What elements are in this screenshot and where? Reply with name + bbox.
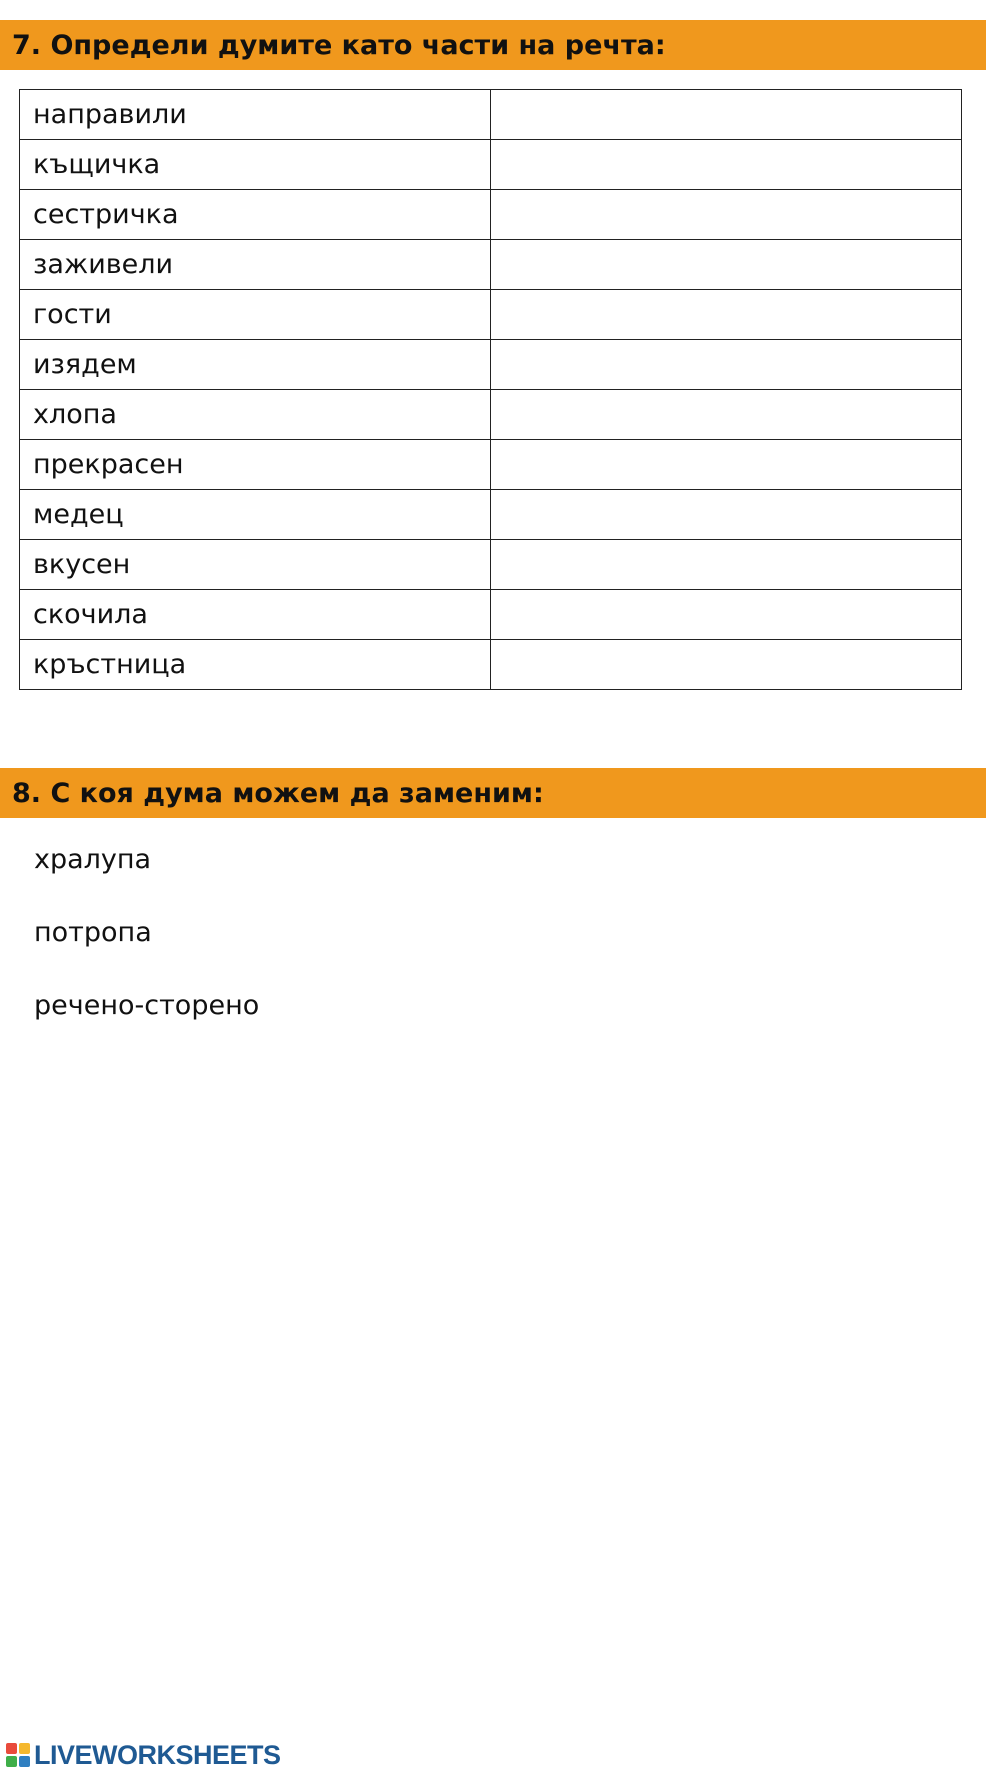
section-7-title <box>0 20 986 70</box>
word-cell: медец <box>20 490 491 540</box>
table-row <box>20 290 962 340</box>
answer-input[interactable] <box>504 239 965 290</box>
table-row <box>20 90 962 140</box>
table-row <box>20 390 962 440</box>
word-cell: къщичка <box>20 140 491 190</box>
word-cell: сестричка <box>20 190 491 240</box>
answer-cell[interactable] <box>491 190 962 240</box>
answer-input[interactable] <box>504 89 965 140</box>
logo-square-icon <box>19 1743 30 1754</box>
table-row <box>20 440 962 490</box>
section-7-title-text: 7. Определи думите като части на речта: <box>12 29 666 61</box>
word-cell: изядем <box>20 340 491 390</box>
list-item: хралупа <box>34 844 152 875</box>
liveworksheets-logo[interactable] <box>6 1740 281 1770</box>
section-8-title <box>0 768 986 818</box>
answer-cell[interactable] <box>491 640 962 690</box>
answer-input[interactable] <box>504 189 965 240</box>
answer-cell[interactable] <box>491 390 962 440</box>
answer-input[interactable] <box>504 539 965 590</box>
answer-cell[interactable] <box>491 90 962 140</box>
table-row <box>20 490 962 540</box>
logo-square-icon <box>6 1756 17 1767</box>
answer-input[interactable] <box>504 339 965 390</box>
word-cell: кръстница <box>20 640 491 690</box>
answer-input[interactable] <box>504 289 965 340</box>
table-row <box>20 590 962 640</box>
list-item: речено-сторено <box>34 990 260 1021</box>
answer-cell[interactable] <box>491 140 962 190</box>
list-item: потропа <box>34 917 152 948</box>
word-cell: хлопа <box>20 390 491 440</box>
replace-word-list <box>34 840 259 1059</box>
logo-text: LIVEWORKSHEETS <box>34 1739 281 1770</box>
logo-square-icon <box>19 1756 30 1767</box>
answer-cell[interactable] <box>491 540 962 590</box>
logo-square-icon <box>6 1743 17 1754</box>
answer-cell[interactable] <box>491 340 962 390</box>
word-cell: скочила <box>20 590 491 640</box>
answer-input[interactable] <box>504 389 965 440</box>
word-cell: вкусен <box>20 540 491 590</box>
answer-cell[interactable] <box>491 290 962 340</box>
answer-input[interactable] <box>504 489 965 540</box>
answer-cell[interactable] <box>491 590 962 640</box>
word-cell: прекрасен <box>20 440 491 490</box>
section-8-title-text: 8. С коя дума можем да заменим: <box>12 777 544 809</box>
word-cell: гости <box>20 290 491 340</box>
table-row <box>20 540 962 590</box>
logo-grid-icon <box>6 1743 30 1767</box>
answer-input[interactable] <box>504 439 965 490</box>
answer-input[interactable] <box>504 639 965 690</box>
answer-cell[interactable] <box>491 440 962 490</box>
parts-of-speech-table <box>19 89 962 690</box>
answer-input[interactable] <box>504 139 965 190</box>
table-row <box>20 190 962 240</box>
table-row <box>20 340 962 390</box>
table-row <box>20 240 962 290</box>
table-row <box>20 140 962 190</box>
answer-cell[interactable] <box>491 240 962 290</box>
table-row <box>20 640 962 690</box>
answer-cell[interactable] <box>491 490 962 540</box>
word-cell: направили <box>20 90 491 140</box>
word-cell: заживели <box>20 240 491 290</box>
answer-input[interactable] <box>504 589 965 640</box>
